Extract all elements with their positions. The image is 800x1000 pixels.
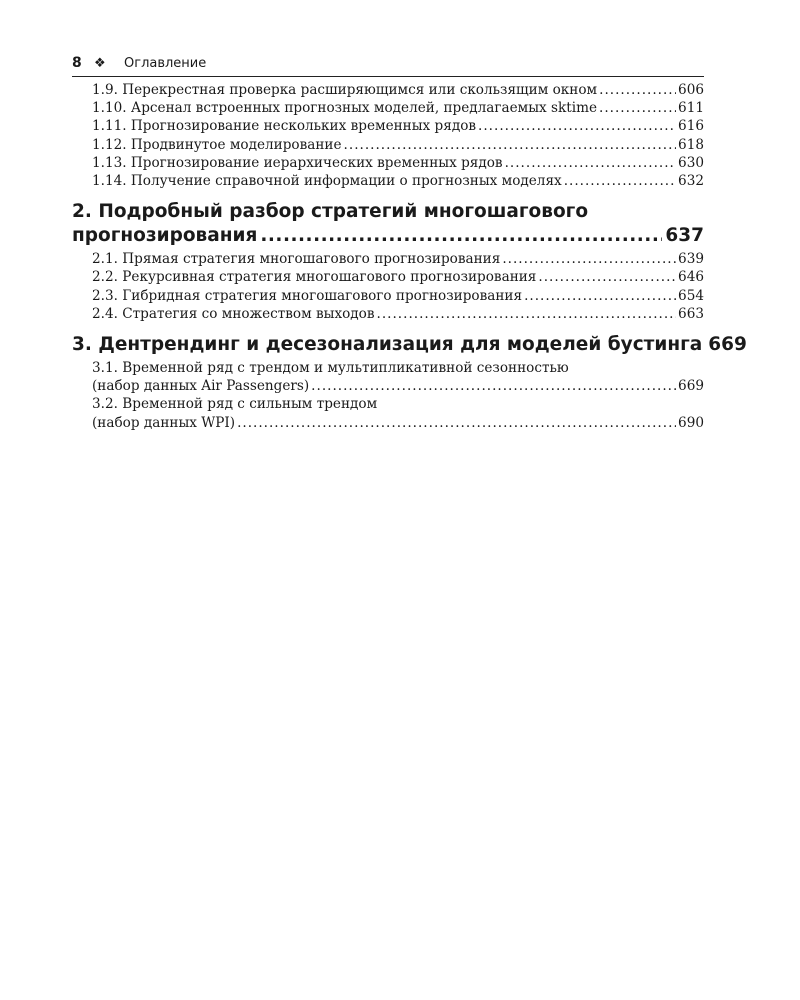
chapter-title: 3. Дентрендинг и десезонализация для моделей бустинга [72,334,703,356]
toc-entry-title: 2.1. Прямая стратегия многошагового прогнозирования [92,251,501,268]
toc-entry[interactable] [72,395,704,431]
dot-leader [260,224,662,248]
dot-leader [478,117,676,135]
toc-entry-page: 611 [678,100,704,117]
toc-entry-page: 654 [678,287,704,304]
ornament-icon: ❖ [94,55,106,71]
toc-entry-page: 669 [678,378,704,395]
toc-entry-title: 1.11. Прогнозирование нескольких временных рядов [92,118,477,135]
toc-entry-title: 1.13. Прогнозирование иерархических временных рядов [92,154,503,171]
toc-entry[interactable] [72,268,704,286]
toc-entry[interactable] [72,136,704,154]
toc-entry[interactable] [72,287,704,305]
chapter-page: 637 [665,225,704,247]
chapter-page: 669 [708,334,747,356]
dot-leader [564,172,676,190]
toc-entry-subtitle: (набор данных Air Passengers) [92,378,310,395]
toc-entry[interactable] [72,250,704,268]
toc-entry[interactable] [72,81,704,99]
dot-leader [505,154,676,172]
chapter-heading[interactable] [72,333,747,357]
toc-entry-page: 632 [678,173,704,190]
toc-entry[interactable] [72,154,704,172]
toc-entry[interactable] [72,359,704,395]
chapter-title-line2: прогнозирования [72,225,258,247]
toc-entry-page: 690 [678,414,704,431]
dot-leader [237,414,676,432]
toc-entry-title: 1.12. Продвинутое моделирование [92,136,342,153]
toc-entry-title: 1.14. Получение справочной информации о прогнозных моделях [92,173,562,190]
dot-leader [599,81,676,99]
chapter-heading[interactable] [72,200,704,248]
toc-entry-page: 606 [678,82,704,98]
toc-entry-page: 618 [678,136,704,153]
toc-entry-title: 2.3. Гибридная стратегия многошагового прогнозирования [92,287,523,304]
dot-leader [377,305,677,323]
toc-entry[interactable] [72,99,704,117]
page-number: 8 [72,55,82,71]
table-of-contents [72,81,747,432]
toc-entry[interactable] [72,305,704,323]
toc-entry-page: 616 [678,118,704,135]
running-head [72,52,704,77]
toc-entry-page: 639 [678,251,704,268]
dot-leader [502,250,676,268]
toc-entry-title: 3.2. Временной ряд с сильным трендом [92,396,378,413]
toc-entry-title: 2.2. Рекурсивная стратегия многошагового прогнозирования [92,269,537,286]
toc-entry-subtitle: (набор данных WPI) [92,414,236,431]
dot-leader [344,136,677,154]
toc-entry[interactable] [72,117,704,135]
toc-entry-page: 646 [678,269,704,286]
toc-entry[interactable] [72,172,704,190]
dot-leader [311,377,676,395]
toc-entry-page: 663 [678,305,704,322]
toc-entry-title: 3.1. Временной ряд с трендом и мультипликативной сезонностью [92,360,569,377]
toc-entry-title: 2.4. Стратегия со множеством выходов [92,305,375,322]
toc-entry-title: 1.10. Арсенал встроенных прогнозных моделей, предлагаемых sktime [92,100,598,117]
page-content [72,52,747,432]
dot-leader [524,287,676,305]
chapter-title-line1: 2. Подробный разбор стратегий многошагового [72,201,589,223]
toc-entry-page: 630 [678,154,704,171]
dot-leader [599,99,676,117]
toc-entry-title: 1.9. Перекрестная проверка расширяющимся или скользящим окном [92,82,598,98]
running-head-title: Оглавление [124,55,207,71]
dot-leader [538,268,676,286]
